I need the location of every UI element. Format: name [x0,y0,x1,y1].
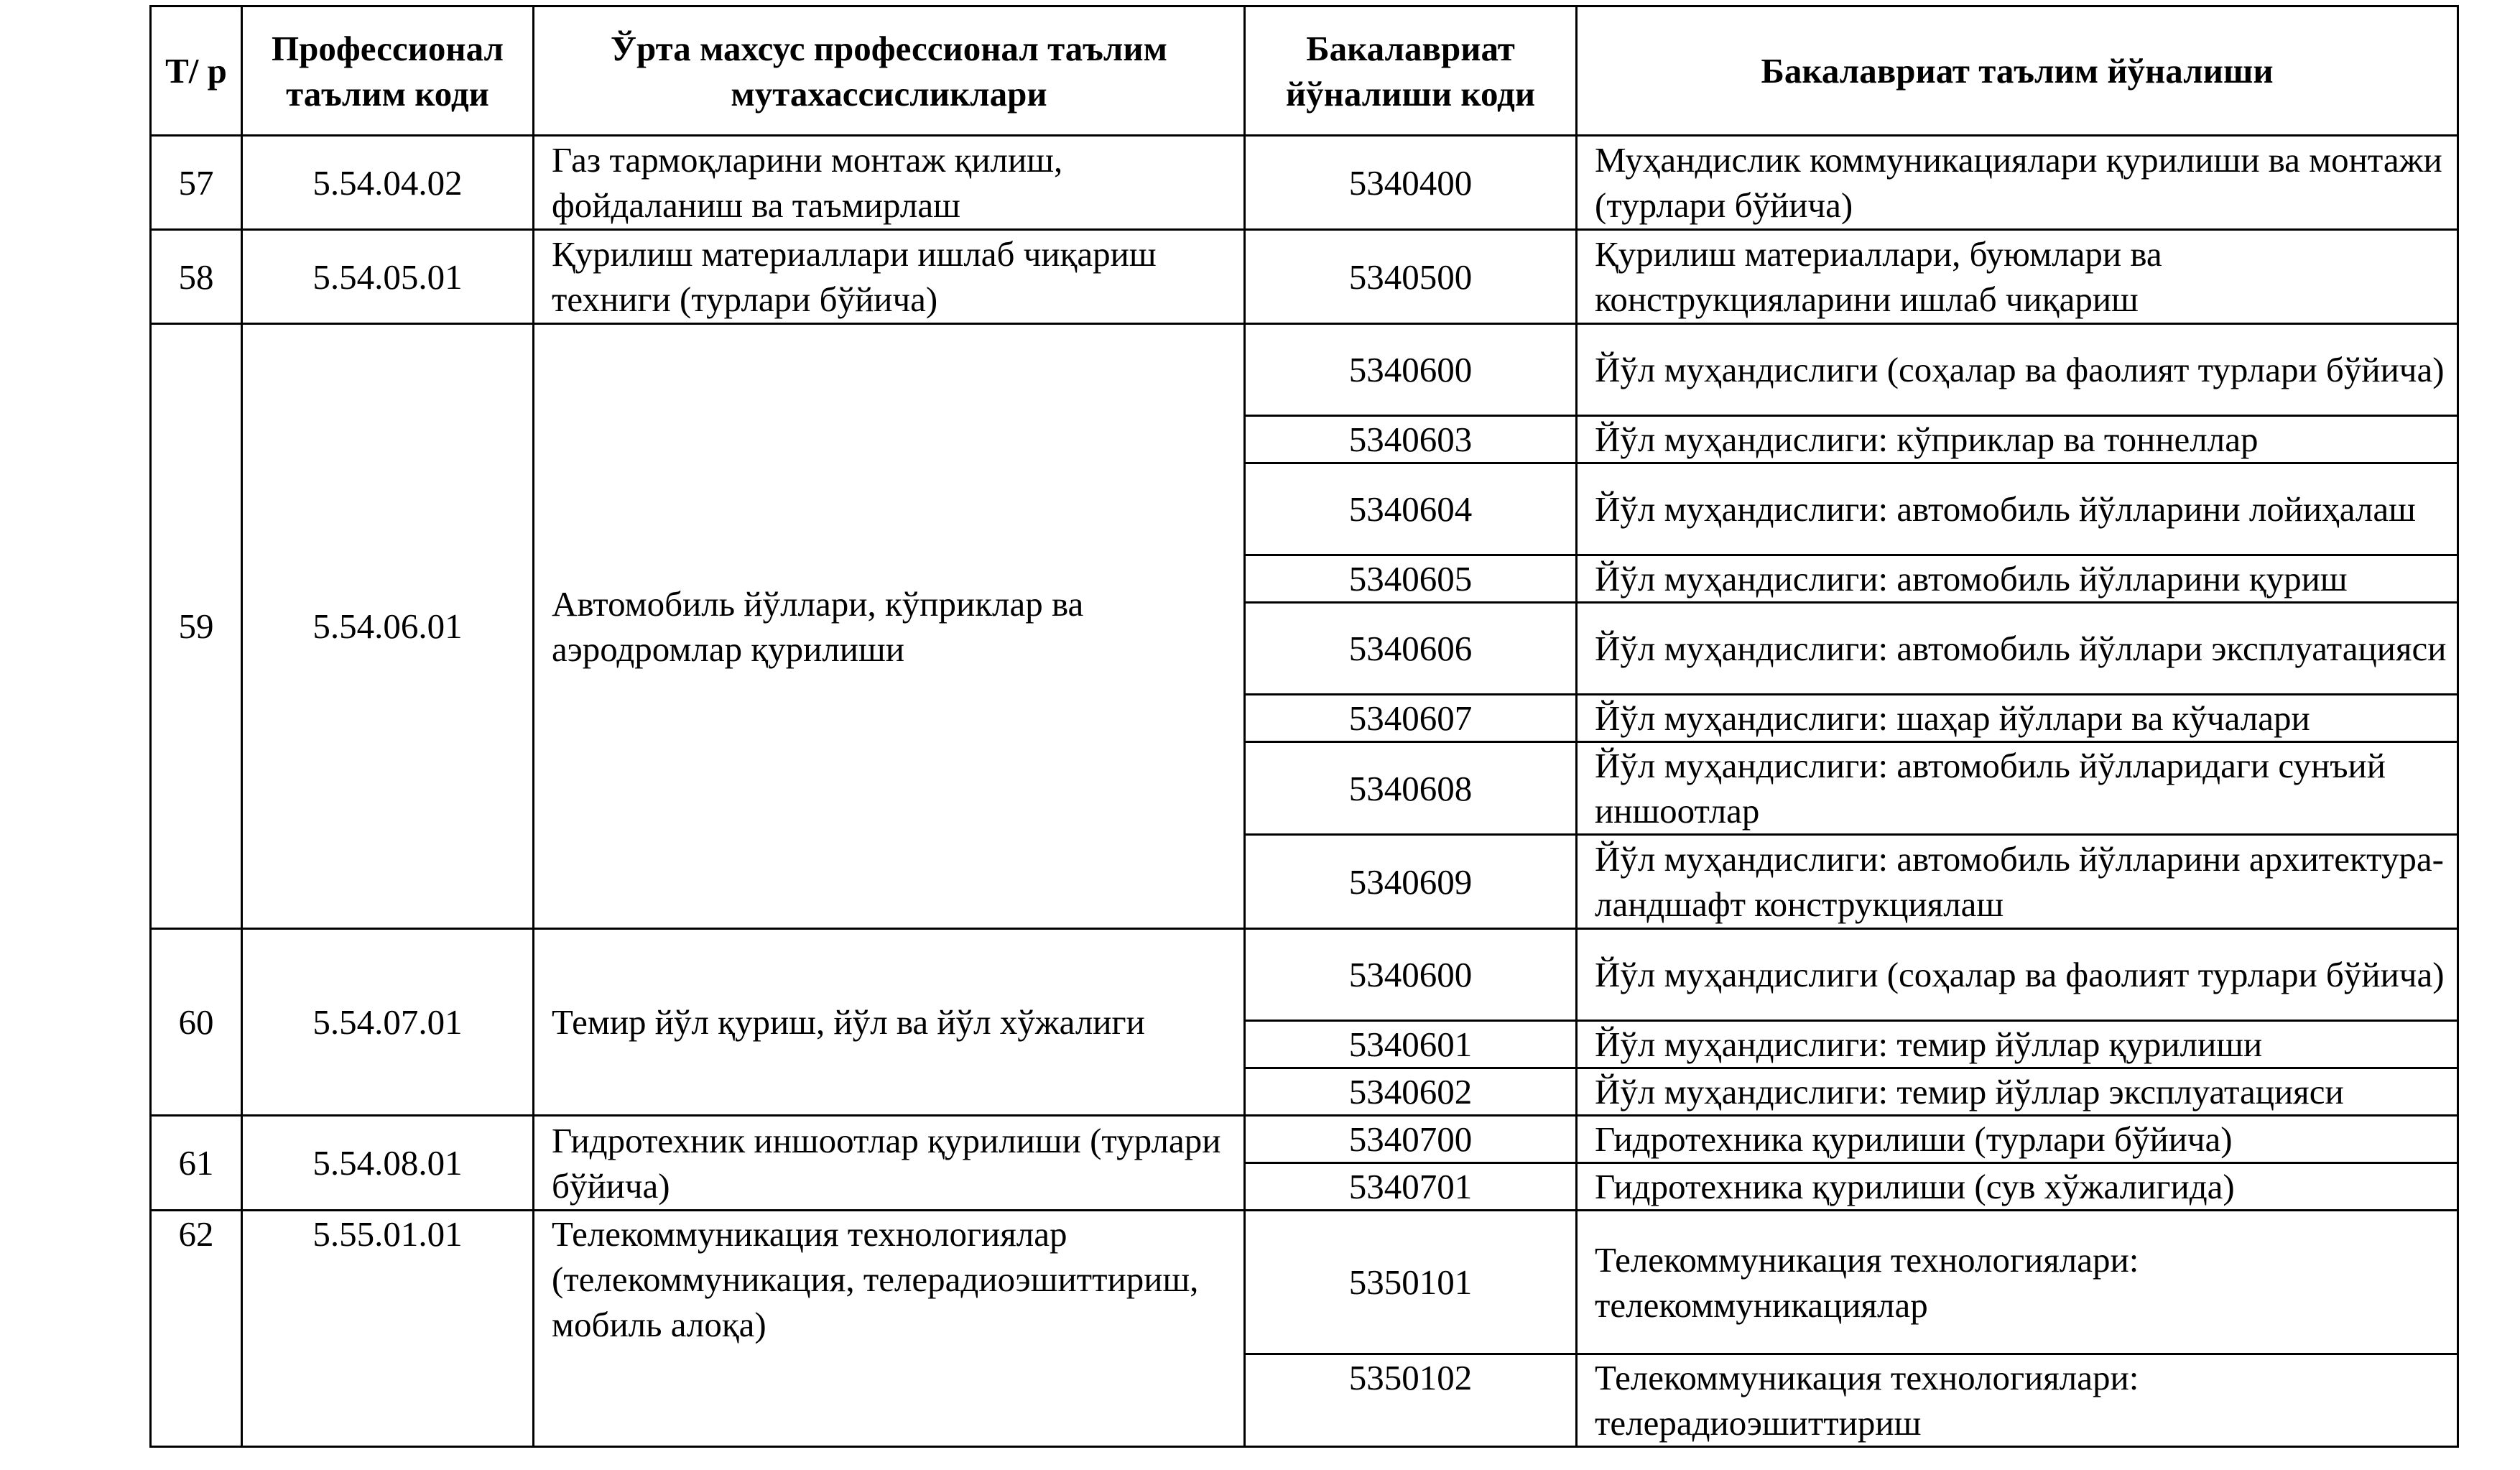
specialty-name: Темир йўл қуриш, йўл ва йўл хўжалиги [534,929,1245,1116]
bach-name: Йўл муҳандислиги: кўприклар ва тоннеллар [1577,416,2458,463]
header-num: Т/ р [151,6,242,136]
bach-name: Йўл муҳандислиги: темир йўллар қурилиши [1577,1021,2458,1068]
specialty-name: Гидротехник иншоотлар қурилиши (турлари бўйича) [534,1116,1245,1211]
table-row [151,1116,2458,1163]
table-row [151,324,2458,416]
bach-name: Йўл муҳандислиги (соҳалар ва фаолият турлари бўйича) [1577,324,2458,416]
bach-name: Йўл муҳандислиги (соҳалар ва фаолият турлари бўйича) [1577,929,2458,1021]
header-specialty: Ўрта махсус профессионал таълим мутахассисликлари [534,6,1245,136]
bach-code: 5350102 [1245,1354,1577,1447]
bach-name: Йўл муҳандислиги: темир йўллар эксплуатацияси [1577,1068,2458,1116]
bach-code: 5340500 [1245,230,1577,324]
bach-name: Йўл муҳандислиги: автомобиль йўлларидаги сунъий иншоотлар [1577,742,2458,835]
bach-code: 5340600 [1245,324,1577,416]
prof-code: 5.54.05.01 [242,230,534,324]
header-row [151,6,2458,136]
bach-code: 5340400 [1245,136,1577,230]
header-bach-code: Бакалавриат йўналиши коди [1245,6,1577,136]
specialty-name: Телекоммуникация технологиялар (телекоммуникация, телерадиоэшиттириш, мобиль алоқа) [534,1211,1245,1447]
bach-name: Йўл муҳандислиги: автомобиль йўллари эксплуатацияси [1577,603,2458,695]
specialty-name: Автомобиль йўллари, кўприклар ва аэродромлар қурилиши [534,324,1245,929]
bach-code: 5340603 [1245,416,1577,463]
row-num: 58 [151,230,242,324]
prof-code: 5.54.08.01 [242,1116,534,1211]
specialty-name: Газ тармоқларини монтаж қилиш, фойдаланиш ва таъмирлаш [534,136,1245,230]
prof-code: 5.54.06.01 [242,324,534,929]
row-num: 62 [151,1211,242,1447]
bach-code: 5340606 [1245,603,1577,695]
bach-name: Гидротехника қурилиши (сув хўжалигида) [1577,1163,2458,1211]
table-row [151,136,2458,230]
header-bach-name: Бакалавриат таълим йўналиши [1577,6,2458,136]
bach-code: 5340604 [1245,463,1577,555]
bach-name: Гидротехника қурилиши (турлари бўйича) [1577,1116,2458,1163]
bach-code: 5340609 [1245,835,1577,929]
row-num: 57 [151,136,242,230]
bach-name: Йўл муҳандислиги: автомобиль йўлларини архитектура-ландшафт конструкциялаш [1577,835,2458,929]
bach-code: 5350101 [1245,1211,1577,1354]
bach-code: 5340700 [1245,1116,1577,1163]
prof-code: 5.54.07.01 [242,929,534,1116]
bach-code: 5340601 [1245,1021,1577,1068]
table-row [151,929,2458,1021]
bach-name: Қурилиш материаллари, буюмлари ва конструкцияларини ишлаб чиқариш [1577,230,2458,324]
row-num: 59 [151,324,242,929]
bach-code: 5340602 [1245,1068,1577,1116]
bach-name: Муҳандислик коммуникациялари қурилиши ва монтажи (турлари бўйича) [1577,136,2458,230]
header-prof-code: Профессионал таълим коди [242,6,534,136]
prof-code: 5.55.01.01 [242,1211,534,1447]
table-row [151,1211,2458,1354]
bach-code: 5340608 [1245,742,1577,835]
bach-name: Йўл муҳандислиги: автомобиль йўлларини лойиҳалаш [1577,463,2458,555]
specialty-name: Қурилиш материаллари ишлаб чиқариш техниги (турлари бўйича) [534,230,1245,324]
bach-name: Телекоммуникация технологиялари: телекоммуникациялар [1577,1211,2458,1354]
bach-code: 5340607 [1245,695,1577,742]
bach-name: Телекоммуникация технологиялари: телерадиоэшиттириш [1577,1354,2458,1447]
bach-code: 5340701 [1245,1163,1577,1211]
bach-code: 5340600 [1245,929,1577,1021]
bach-name: Йўл муҳандислиги: автомобиль йўлларини қуриш [1577,555,2458,603]
prof-code: 5.54.04.02 [242,136,534,230]
specialties-table [149,5,2459,1448]
row-num: 60 [151,929,242,1116]
bach-name: Йўл муҳандислиги: шаҳар йўллари ва кўчалари [1577,695,2458,742]
table-row [151,230,2458,324]
row-num: 61 [151,1116,242,1211]
bach-code: 5340605 [1245,555,1577,603]
